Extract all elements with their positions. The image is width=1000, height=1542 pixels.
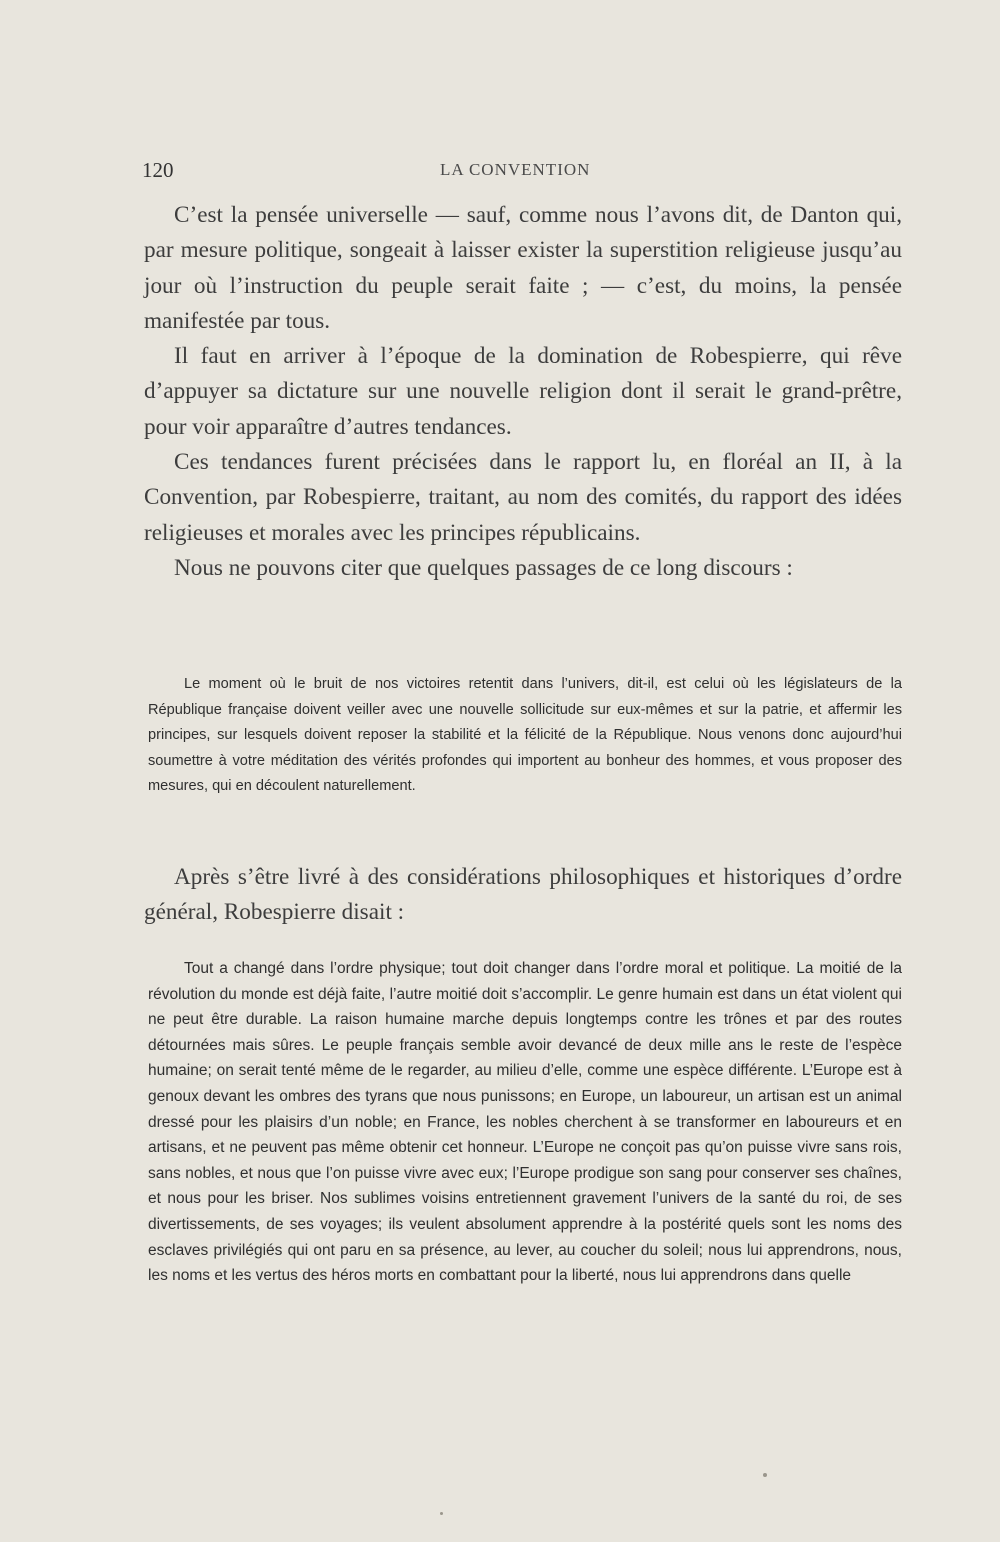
paragraph: Après s’être livré à des considérations philosophiques et historiques d’ordre général, Robespierre disait : bbox=[144, 864, 902, 926]
running-header bbox=[142, 158, 902, 188]
page-number: 120 bbox=[142, 158, 174, 182]
quote-paragraph: Tout a changé dans l’ordre physique; tout doit changer dans l’ordre moral et politique. La moitié de la révolution du monde est déjà faite, l’autre moitié doit s’accomplir. Le genre humain est dans un état violent qui ne peut être durable. La raison humaine marche depuis longtemps contre les trônes et par des routes détournées mais sûres. Le peuple français semble avoir devancé de deux mille ans le reste de l’espèce humaine; on serait tenté même de le regarder, au milieu d’elle, comme une espèce différente. L’Europe est à genoux devant les ombres des tyrans que nous punissons; en Europe, un laboureur, un artisan est un animal dressé pour les plaisirs d’un noble; en France, les nobles cherchent à se transformer en laboureurs et en artisans, et ne peuvent pas même obtenir cet honneur. L’Europe ne conçoit pas qu’on puisse vivre sans rois, sans nobles, et nous que l’on puisse vivre avec eux; l’Europe prodigue son sang pour conserver ses chaînes, et nous pour les briser. Nos sublimes voisins entretiennent gravement l’univers de la santé du roi, de ses divertissements, de ses voyages; ils veulent absolument apprendre à la postérité quels sont les noms des esclaves privilégiés qui ont paru en sa présence, au lever, au coucher du soleil; nous lui apprendrons, nous, les noms et les vertus des héros morts en combattant pour la liberté, nous lui apprendrons dans quelle bbox=[148, 960, 902, 1285]
block-quote bbox=[148, 672, 902, 800]
paragraph: Nous ne pouvons citer que quelques passages de ce long discours : bbox=[174, 554, 793, 581]
running-title: LA CONVENTION bbox=[440, 160, 591, 179]
block-quote bbox=[148, 956, 902, 1289]
paper-speck bbox=[763, 1473, 767, 1477]
quote-paragraph: Le moment où le bruit de nos victoires retentit dans l’univers, dit-il, est celui où les législateurs de la République française doivent veiller avec une nouvelle sollicitude sur eux-mêmes et sur la patrie, et affermir les principes, sur lesquels doivent reposer la stabilité et la félicité de la République. Nous venons donc aujourd’hui soumettre à votre méditation des vérités profondes qui importent au bonheur des hommes, et vous proposer des mesures, qui en découlent naturellement. bbox=[148, 676, 902, 794]
paragraph: C’est la pensée universelle — sauf, comme nous l’avons dit, de Danton qui, par mesure politique, songeait à laisser exister la superstition religieuse jusqu’au jour où l’instruction du peuple serait faite ; — c’est, du moins, la pensée manifestée par tous. bbox=[144, 202, 902, 334]
body-text-block bbox=[144, 860, 902, 931]
paragraph: Ces tendances furent précisées dans le rapport lu, en floréal an II, à la Convention, par Robespierre, traitant, au nom des comités, du rapport des idées religieuses et morales avec les principes républicains. bbox=[144, 449, 902, 546]
paper-speck bbox=[440, 1512, 443, 1515]
paragraph: Il faut en arriver à l’époque de la domination de Robespierre, qui rêve d’appuyer sa dictature sur une nouvelle religion dont il serait le grand-prêtre, pour voir apparaître d’autres tendances. bbox=[144, 343, 902, 440]
body-text-block bbox=[144, 198, 902, 586]
